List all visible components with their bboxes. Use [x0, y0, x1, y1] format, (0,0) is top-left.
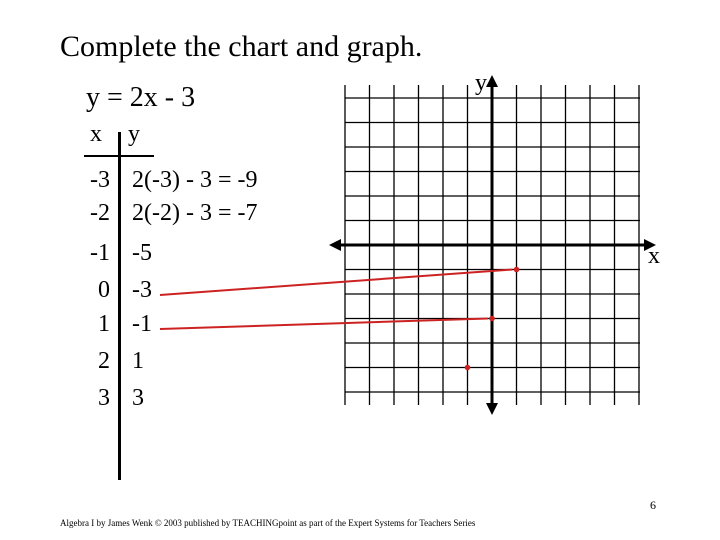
page-title: Complete the chart and graph.	[60, 30, 423, 63]
table-cell-x: -1	[90, 240, 110, 266]
table-cell-x: -3	[90, 167, 110, 193]
x-axis-label: x	[648, 243, 660, 269]
connector-arrows	[160, 270, 513, 330]
table-cell-y: 1	[132, 348, 144, 374]
page-number: 6	[650, 498, 656, 512]
footer-credit: Algebra I by James Wenk © 2003 published by TEACHINGpoint as part of the Expert Systems for Teachers Series	[60, 518, 476, 528]
table-cell-x: 3	[98, 385, 110, 411]
connector-arrow	[160, 319, 488, 330]
table-cell-x: 2	[98, 348, 110, 374]
table-cell-x: -2	[90, 200, 110, 226]
x-axis-arrow-left	[329, 239, 341, 251]
table-header-y: y	[128, 121, 140, 147]
y-axis-arrow-bottom	[486, 403, 498, 415]
plotted-point	[514, 267, 520, 273]
plotted-point	[465, 365, 471, 371]
y-axis-label: y	[475, 70, 487, 96]
table-cell-y: -1	[132, 311, 152, 337]
table-header-x: x	[90, 121, 102, 147]
y-axis-arrow-top	[486, 75, 498, 87]
table-cell-y: 2(-3) - 3 = -9	[132, 167, 258, 193]
table-cell-y: -3	[132, 277, 152, 303]
table-cell-x: 0	[98, 277, 110, 303]
axes	[329, 75, 656, 415]
table-cell-y: 2(-2) - 3 = -7	[132, 200, 258, 226]
equation: y = 2x - 3	[86, 82, 196, 113]
table-cell-y: 3	[132, 385, 144, 411]
connector-arrow	[160, 270, 513, 296]
plotted-point	[489, 316, 495, 322]
table-cell-x: 1	[98, 311, 110, 337]
table-cell-y: -5	[132, 240, 152, 266]
